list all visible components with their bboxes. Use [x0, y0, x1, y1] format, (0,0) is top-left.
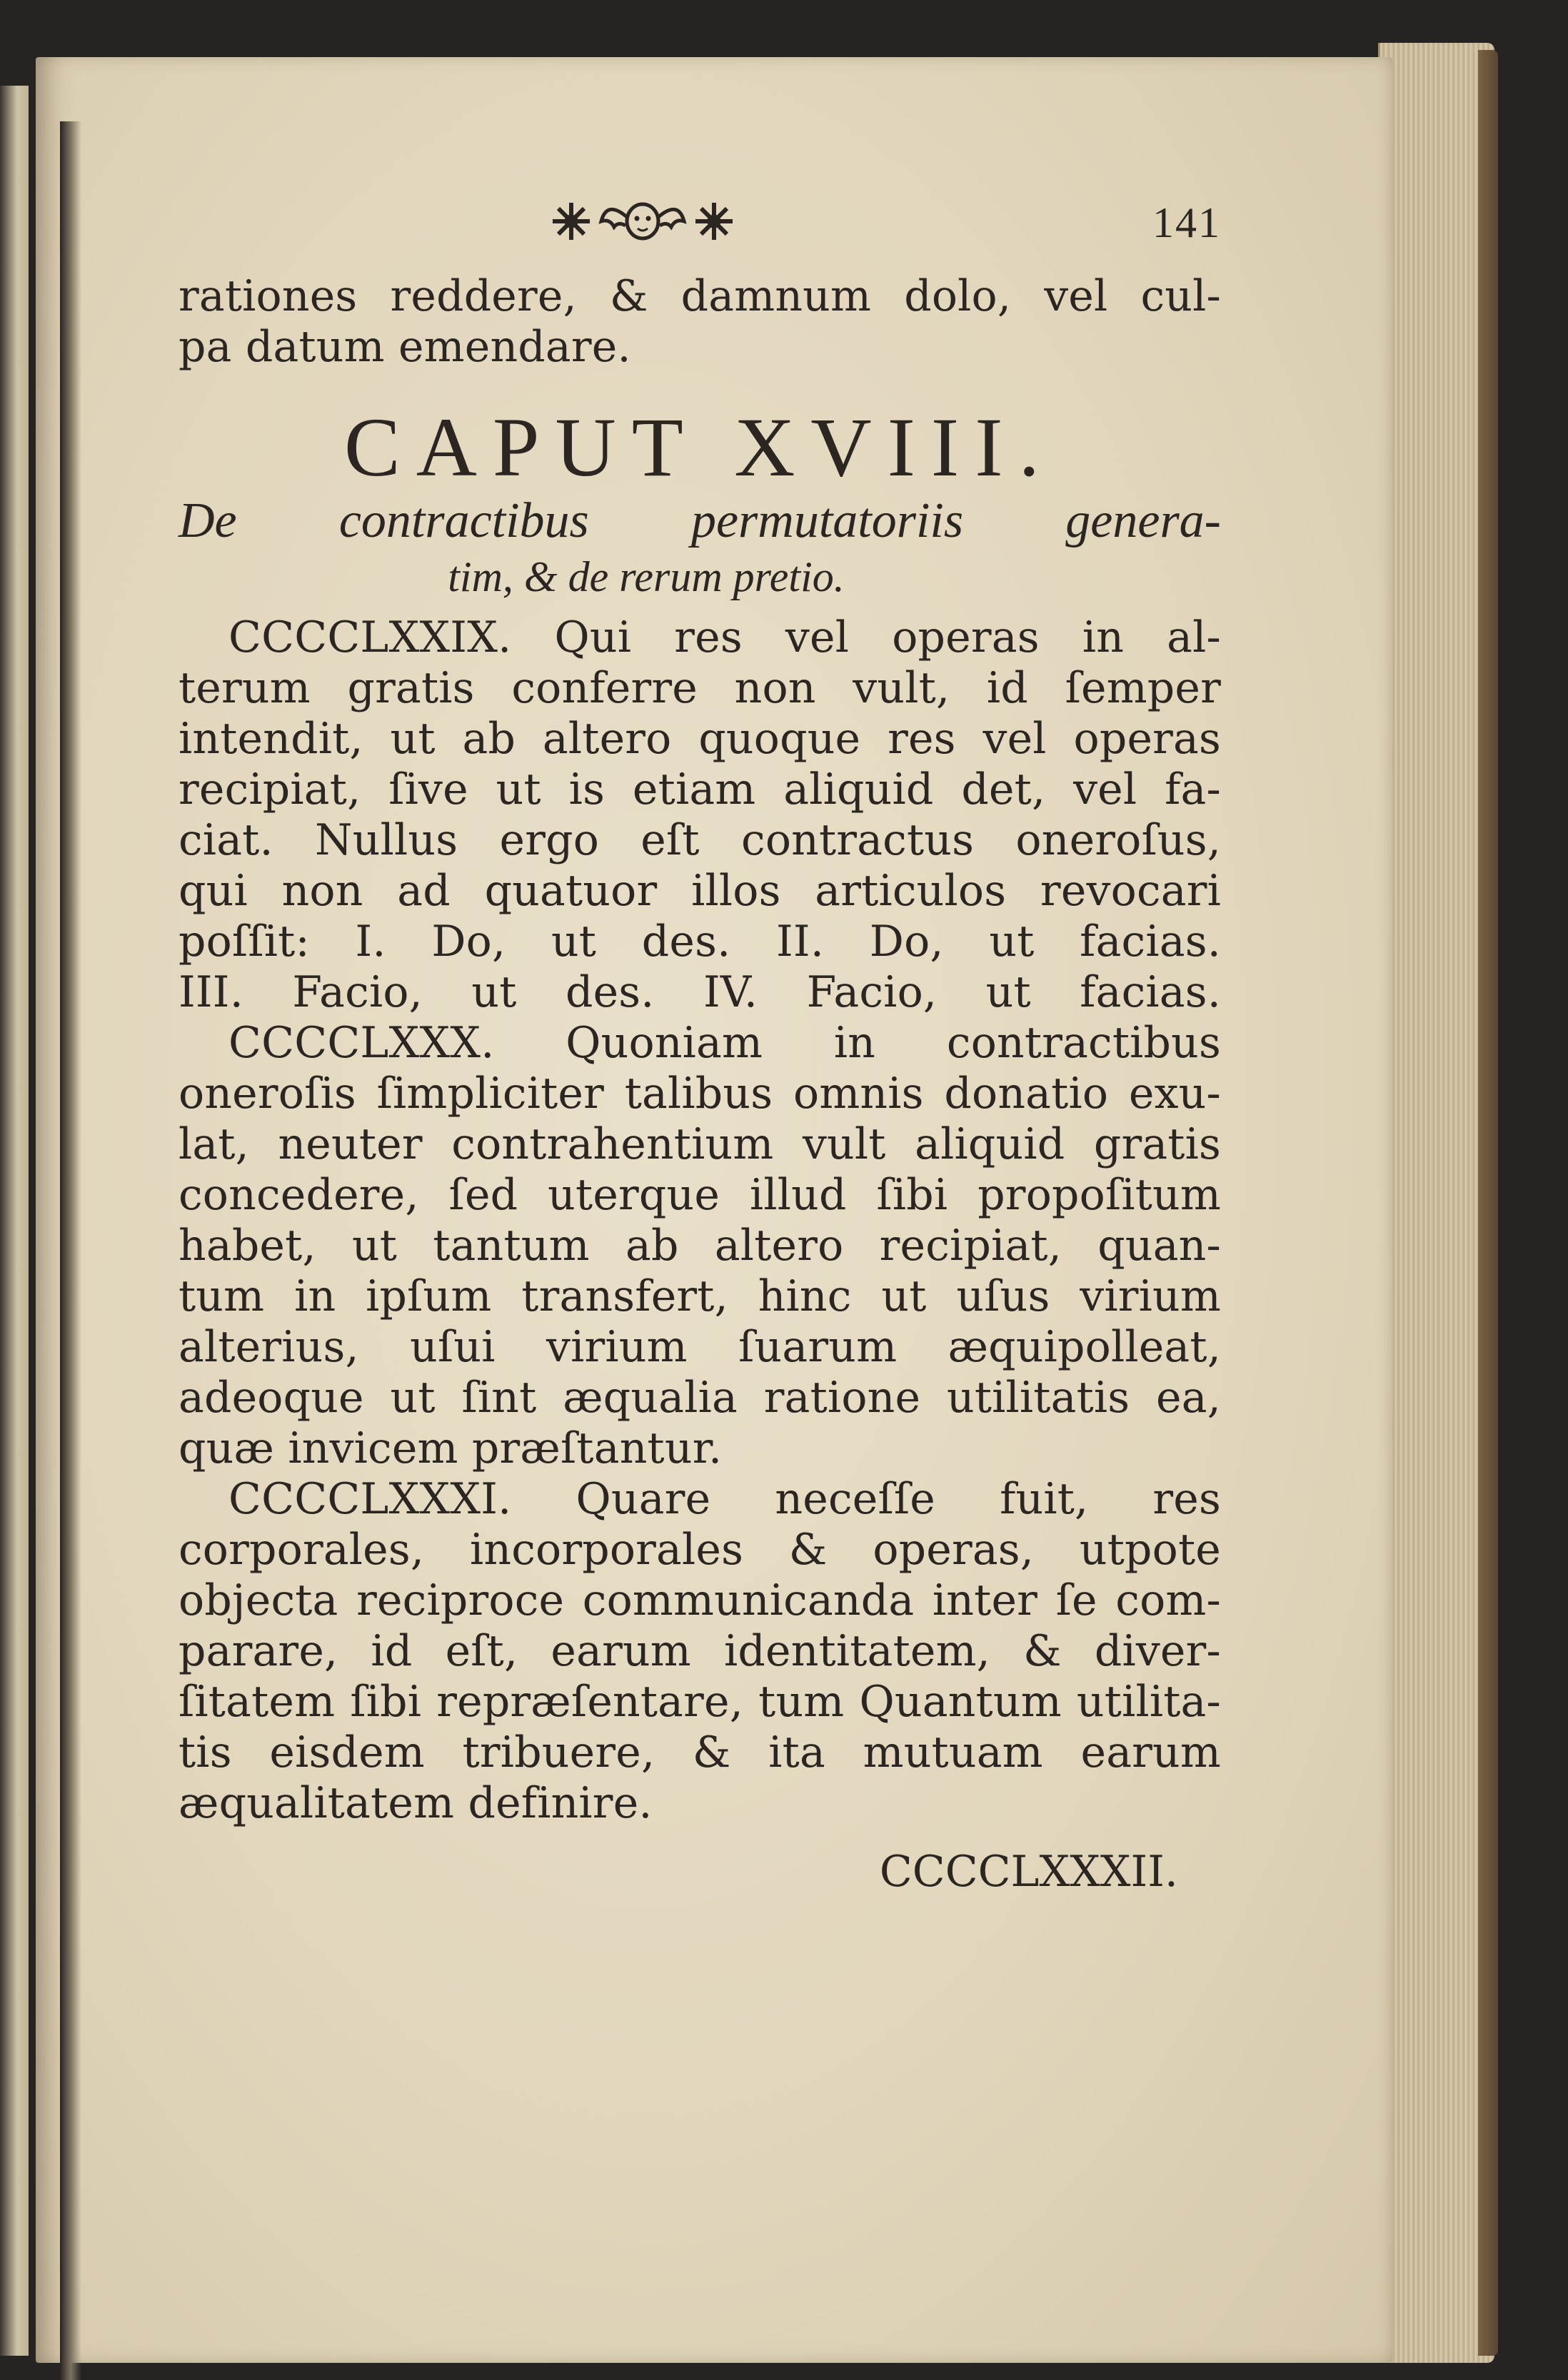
page-number: 141	[1152, 199, 1221, 246]
page-stack-fore-edge	[1378, 43, 1494, 2363]
text-line: pa datum emendare.	[179, 322, 631, 372]
text-line: CCCCLXXIX. Qui res vel operas in al-	[228, 612, 1221, 662]
paragraph-479	[179, 612, 1221, 1018]
text-line: III. Facio, ut des. IV. Facio, ut facias.	[179, 967, 1221, 1017]
text-line: parare, id eſt, earum identitatem, & diver-	[179, 1626, 1221, 1676]
text-line: lat, neuter contrahentium vult aliquid gratis	[179, 1119, 1221, 1169]
text-line: intendit, ut ab altero quoque res vel operas	[179, 714, 1221, 764]
chapter-title: CAPUT XVIII.	[343, 400, 1056, 494]
book-page	[36, 57, 1392, 2363]
catchword: CCCCLXXXII.	[879, 1847, 1178, 1897]
text-line: ciat. Nullus ergo eſt contractus oneroſus,	[179, 815, 1221, 865]
text-line: rationes reddere, & damnum dolo, vel cul-	[179, 271, 1221, 321]
text-line: CCCCLXXX. Quoniam in contractibus	[228, 1018, 1221, 1068]
text-line: oneroſis ſimpliciter talibus omnis donatio exu-	[179, 1069, 1221, 1119]
chapter-subtitle: De contractibus permutatoriis genera-	[179, 493, 1221, 548]
text-line: tis eisdem tribuere, & ita mutuam earum	[179, 1728, 1221, 1778]
text-line: recipiat, ſive ut is etiam aliquid det, vel fa-	[179, 765, 1221, 815]
page-text-block	[179, 186, 1221, 1907]
text-line: poſſit: I. Do, ut des. II. Do, ut facias.	[179, 917, 1221, 967]
book-cover-edge	[1478, 50, 1498, 2356]
paragraph-481	[179, 1474, 1221, 1829]
chapter-subtitle-continued: tim, & de rerum pretio.	[448, 553, 845, 600]
text-line: æqualitatem definire.	[179, 1778, 653, 1828]
text-line: tum in ipſum transfert, hinc ut uſus virium	[179, 1271, 1221, 1321]
paragraph-480	[179, 1018, 1221, 1474]
text-line: alterius, uſui virium ſuarum æquipolleat,	[179, 1322, 1221, 1372]
continuation-paragraph	[179, 271, 1221, 373]
text-line: concedere, ſed uterque illud ſibi propoſitum	[179, 1170, 1221, 1220]
text-line: adeoque ut ſint æqualia ratione utilitatis ea,	[179, 1373, 1221, 1423]
text-line: terum gratis conferre non vult, id ſemper	[179, 663, 1221, 713]
facing-page-edge	[0, 86, 29, 2356]
text-line: habet, ut tantum ab altero recipiat, quan-	[179, 1221, 1221, 1271]
printer-ornament-icon	[543, 193, 743, 250]
text-line: objecta reciproce communicanda inter ſe com-	[179, 1575, 1221, 1625]
text-line: corporales, incorporales & operas, utpote	[179, 1525, 1221, 1575]
text-line: qui non ad quatuor illos articulos revocari	[179, 866, 1221, 916]
text-line: CCCCLXXXI. Quare neceſſe fuit, res	[228, 1474, 1221, 1524]
running-header	[179, 186, 1221, 271]
text-line: quæ invicem præſtantur.	[179, 1423, 723, 1473]
gutter-shadow	[60, 121, 81, 2380]
text-line: ſitatem ſibi repræſentare, tum Quantum utilita-	[179, 1677, 1221, 1727]
